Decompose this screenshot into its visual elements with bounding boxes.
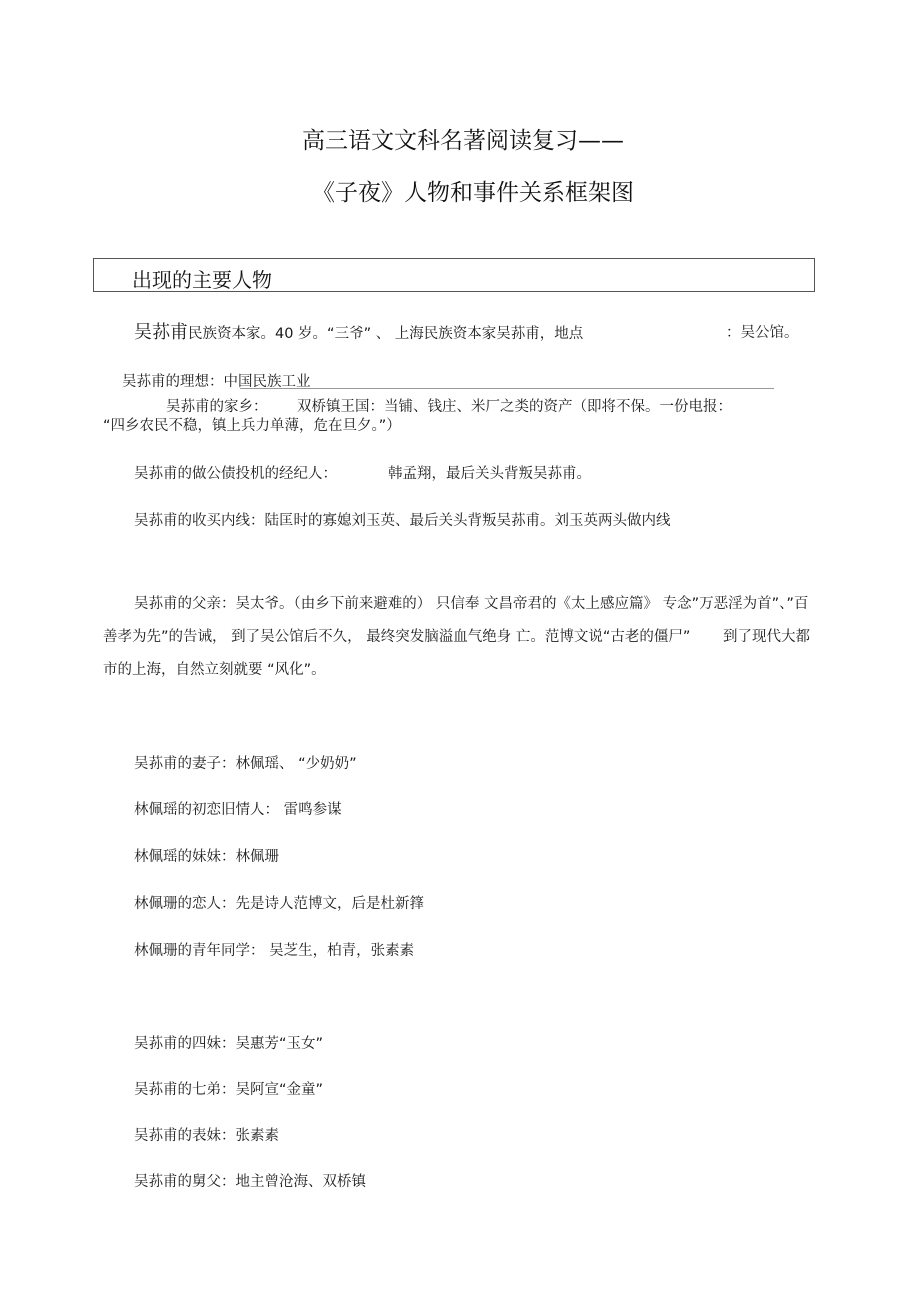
- father-line-2a: 善孝为先”的告诫， 到了吴公馆后不久， 最终突发脑溢血气绝身 亡。范博文说“古老的僵尸”: [103, 629, 691, 645]
- divider-rule: [240, 388, 774, 389]
- informant-line: 吴荪甫的收买内线：陆匡时的寡媳刘玉英、最后关头背叛吴荪甫。刘玉英两头做内线: [134, 513, 671, 529]
- father-line-1: 吴荪甫的父亲：吴太爷。（由乡下前来避难的） 只信奉 文昌帝君的《太上感应篇》 专念”万恶淫为首”、”百: [134, 596, 809, 612]
- page-title-line2: 《子夜》人物和事件关系框架图: [312, 180, 634, 206]
- broker-label: 吴荪甫的做公债投机的经纪人：: [134, 466, 337, 482]
- relative-item: 吴荪甫的舅父：地主曾沧海、双桥镇: [134, 1174, 366, 1190]
- family-item: 林佩珊的恋人：先是诗人范博文，后是杜新箨: [134, 896, 424, 912]
- father-line-3: 市的上海，自然立刻就要 “风化”。: [103, 662, 326, 678]
- family-item: 林佩瑶的初恋旧情人： 雷鸣参谋: [134, 802, 342, 818]
- protagonist-desc: 民族资本家。40 岁。“三爷” 、 上海民族资本家吴荪甫，地点: [188, 326, 584, 342]
- family-item: 林佩珊的青年同学： 吴芝生，柏青，张素素: [134, 943, 415, 959]
- ideal-line: 吴荪甫的理想：中国民族工业: [122, 374, 311, 390]
- intro-line: [134, 318, 583, 344]
- broker-text: 韩孟翔，最后关头背叛吴荪甫。: [388, 466, 591, 482]
- hometown-label: 吴荪甫的家乡：: [166, 399, 268, 415]
- relative-item: 吴荪甫的四妹：吴惠芳“玉女”: [134, 1036, 324, 1052]
- protagonist-name: 吴荪甫: [134, 322, 188, 343]
- section-header-box: [93, 258, 815, 292]
- relative-item: 吴荪甫的表妹：张素素: [134, 1128, 279, 1144]
- page-title-line1: 高三语文文科名著阅读复习——: [302, 128, 624, 154]
- relative-item: 吴荪甫的七弟：吴阿宣“金童”: [134, 1082, 324, 1098]
- section-heading: 出现的主要人物: [132, 268, 272, 292]
- father-line-2b: 到了现代大都: [723, 629, 810, 645]
- hometown-cont: “四乡农民不稳，镇上兵力单薄，危在旦夕。”）: [103, 418, 401, 434]
- hometown-text: 双桥镇王国：当铺、钱庄、米厂之类的资产（即将不保。一份电报：: [297, 399, 732, 415]
- family-item: 吴荪甫的妻子：林佩瑶、 “少奶奶”: [134, 756, 357, 772]
- family-item: 林佩瑶的妹妹：林佩珊: [134, 849, 279, 865]
- intro-location: ：吴公馆。: [726, 325, 799, 341]
